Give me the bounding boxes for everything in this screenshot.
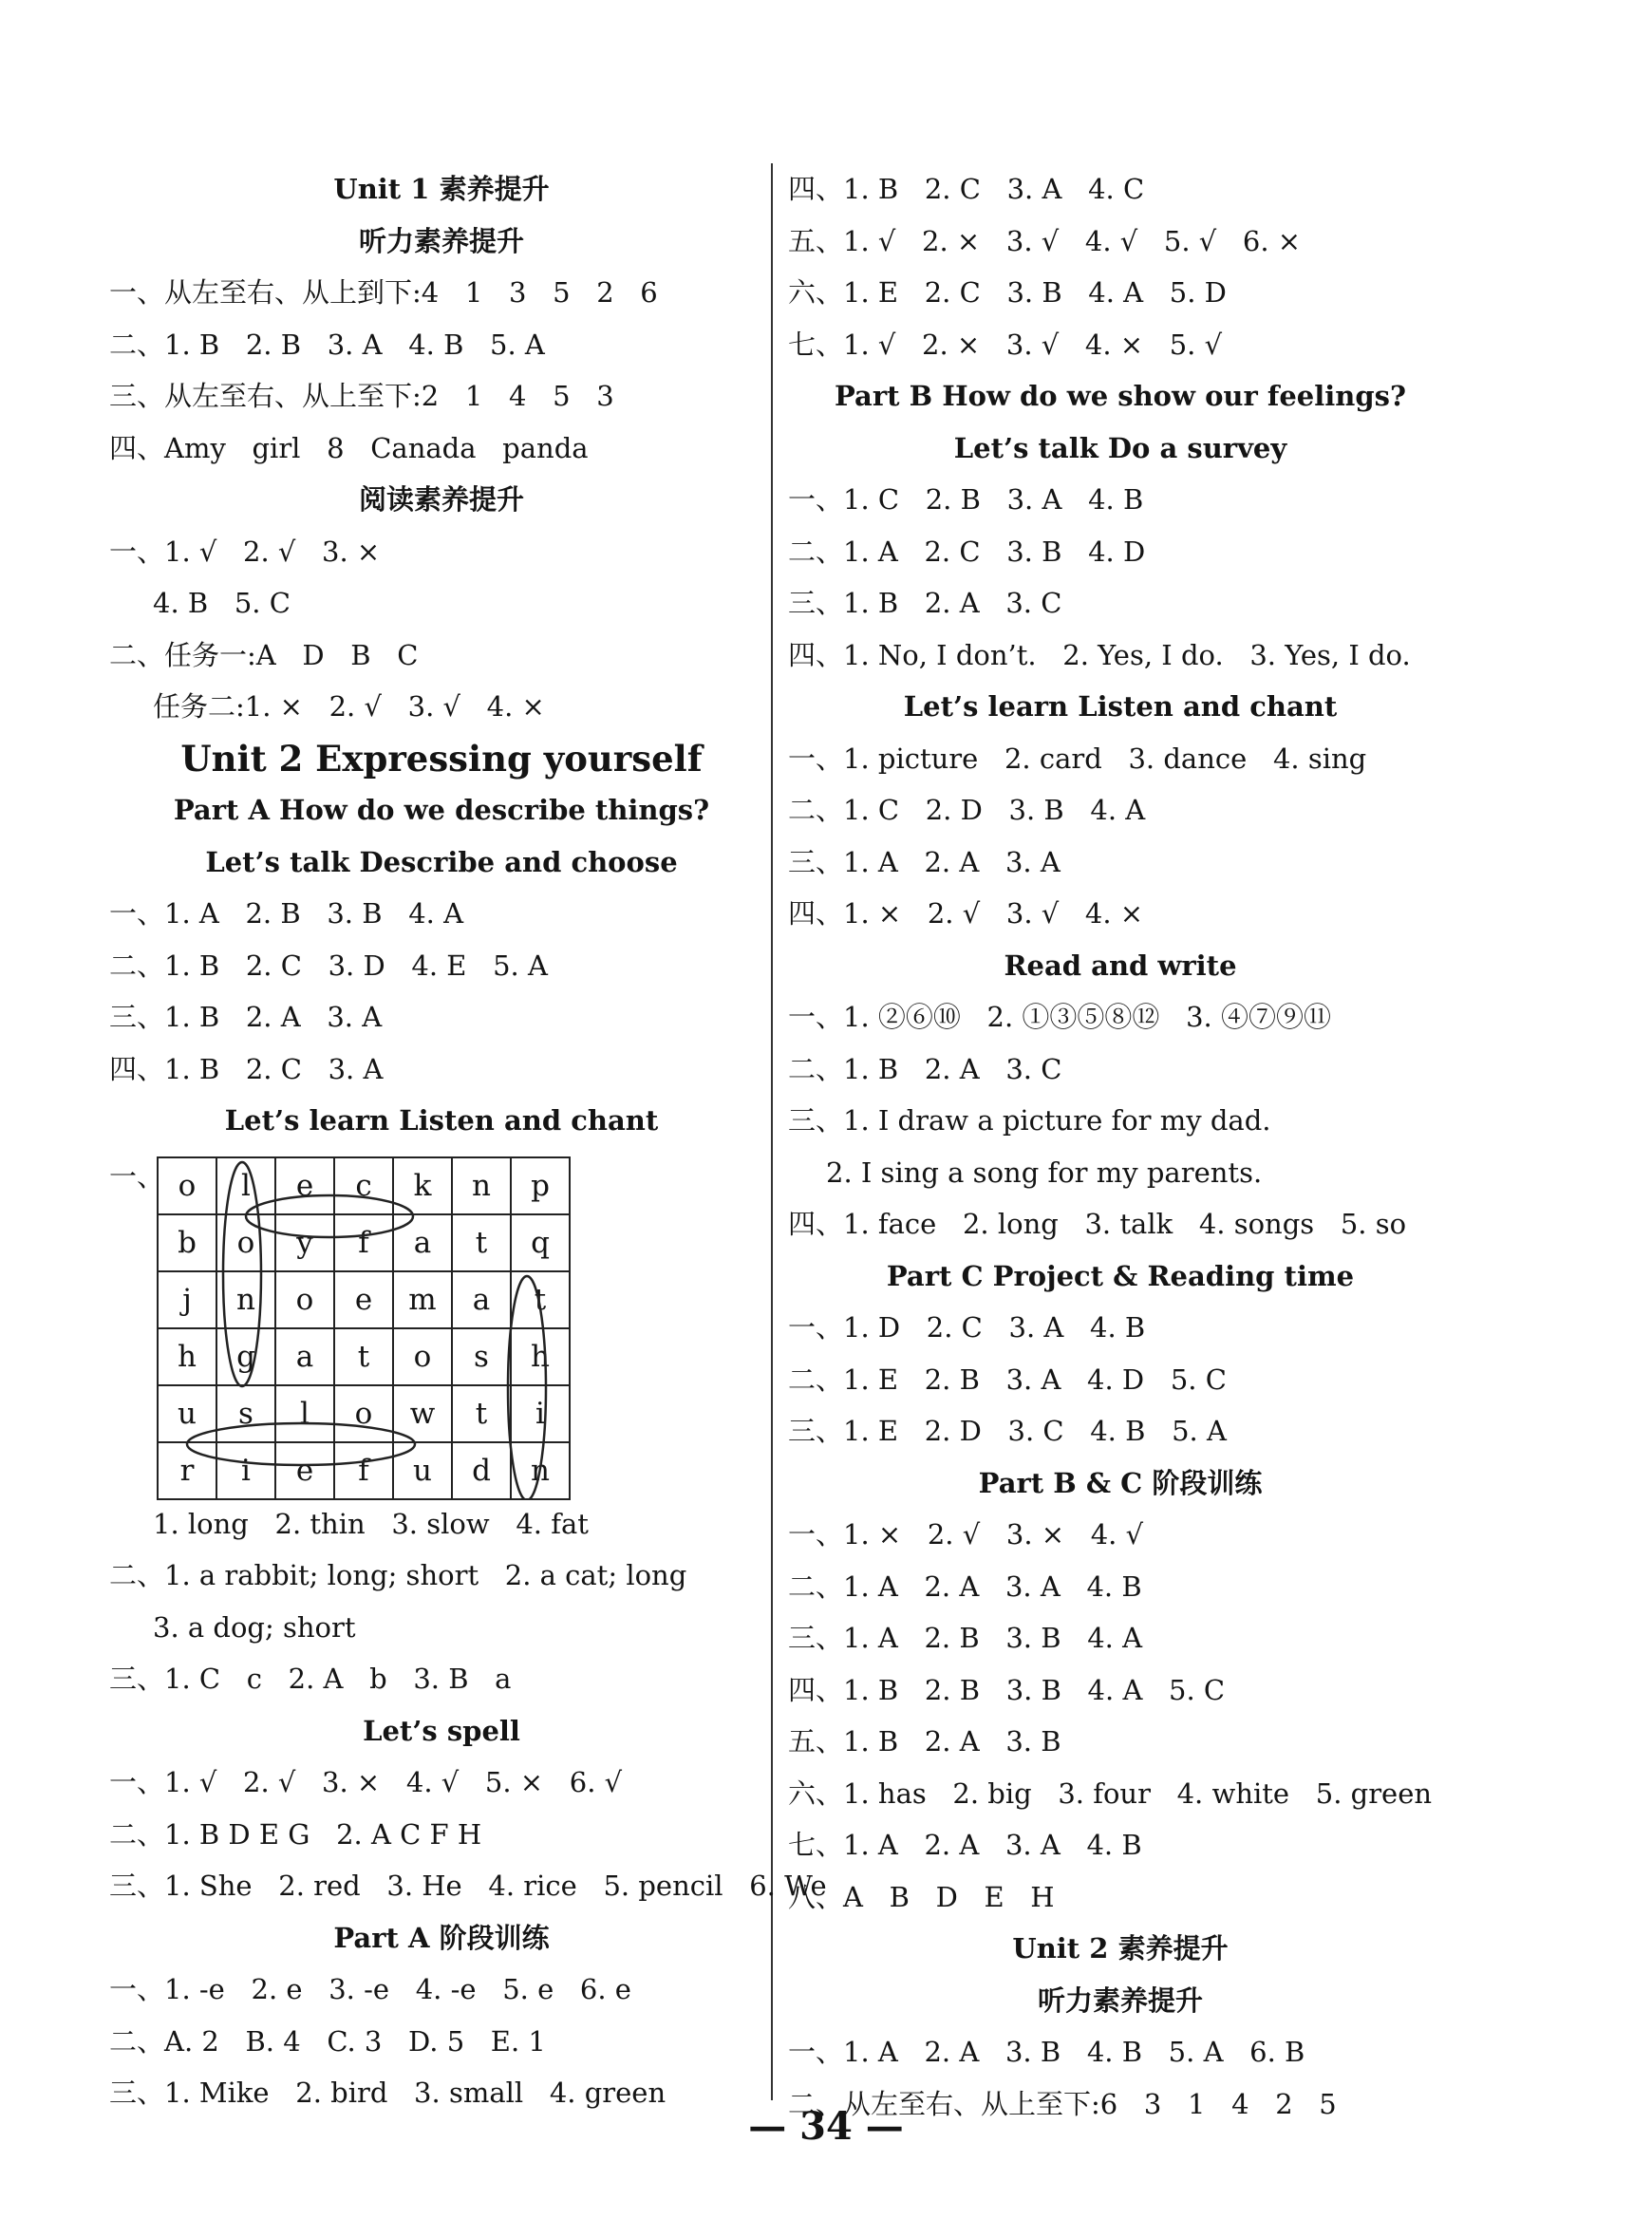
answer-line: 二、1. A 2. C 3. B 4. D <box>788 535 1146 568</box>
answer-line: 任务二:1. × 2. √ 3. √ 4. × <box>153 690 545 723</box>
answer-line: 六、1. has 2. big 3. four 4. white 5. green <box>788 1776 1433 1810</box>
grid-cell: s <box>216 1385 275 1442</box>
answer-line: 五、1. B 2. A 3. B <box>788 1725 1061 1758</box>
answer-line: 五、1. √ 2. × 3. √ 4. √ 5. √ 6. × <box>788 224 1302 257</box>
lets-spell-heading: Let’s spell <box>363 1714 520 1747</box>
answer-line: 三、从左至右、从上至下:2 1 4 5 3 <box>109 380 614 412</box>
answer-line: 二、1. C 2. D 3. B 4. A <box>788 794 1146 826</box>
listening-heading: 听力素养提升 <box>1037 1983 1203 2017</box>
grid-row <box>158 1271 570 1328</box>
answer-line: 一、1. √ 2. √ 3. × 4. √ 5. × 6. √ <box>109 1766 623 1798</box>
grid-cell: t <box>334 1328 393 1385</box>
answer-line: 二、从左至右、从上至下:6 3 1 4 2 5 <box>788 2087 1337 2120</box>
grid-cell: m <box>393 1271 452 1328</box>
answer-line: 六、1. E 2. C 3. B 4. A 5. D <box>788 276 1227 309</box>
grid-cell: r <box>158 1442 216 1499</box>
reading-heading: 阅读素养提升 <box>358 483 524 516</box>
answer-line: 三、1. Mike 2. bird 3. small 4. green <box>109 2077 666 2109</box>
grid-cell: g <box>216 1328 275 1385</box>
answer-line: 一、1. -e 2. e 3. -e 4. -e 5. e 6. e <box>109 1973 631 2005</box>
answer-line: 四、1. face 2. long 3. talk 4. songs 5. so <box>788 1208 1407 1240</box>
answer-line: 二、1. B 2. A 3. C <box>788 1052 1062 1085</box>
grid-cell: h <box>158 1328 216 1385</box>
answer-line: 三、1. A 2. A 3. A <box>788 845 1061 878</box>
grid-cell: b <box>158 1214 216 1271</box>
grid-cell: h <box>511 1328 570 1385</box>
grid-cell: j <box>158 1271 216 1328</box>
grid-cell: n <box>452 1157 511 1214</box>
answer-line: 七、1. A 2. A 3. A 4. B <box>788 1829 1142 1861</box>
part-a-heading: Part A How do we describe things? <box>173 794 710 826</box>
unit1-title: Unit 1 素养提升 <box>333 173 550 205</box>
word-search <box>109 1147 774 1498</box>
answer-line: 一、1. √ 2. √ 3. × <box>109 535 381 568</box>
answer-line: 一、1. D 2. C 3. A 4. B <box>788 1311 1146 1344</box>
grid-row <box>158 1442 570 1499</box>
grid-cell: l <box>275 1385 334 1442</box>
answer-line: 四、1. B 2. C 3. A <box>109 1052 384 1085</box>
answer-line: 1. long 2. thin 3. slow 4. fat <box>153 1507 589 1540</box>
left-column <box>109 163 827 2119</box>
grid-cell: a <box>452 1271 511 1328</box>
unit2-title: Unit 2 Expressing yourself <box>180 737 703 780</box>
grid-cell: s <box>452 1328 511 1385</box>
answer-line: 一、1. C 2. B 3. A 4. B <box>788 483 1144 516</box>
grid-cell: y <box>275 1214 334 1271</box>
answer-line: 三、1. I draw a picture for my dad. <box>788 1104 1271 1137</box>
part-b-heading: Part B How do we show our feelings? <box>835 380 1406 412</box>
grid-cell: t <box>452 1214 511 1271</box>
grid-cell: f <box>334 1214 393 1271</box>
grid-cell: e <box>275 1157 334 1214</box>
answer-line: 四、1. B 2. B 3. B 4. A 5. C <box>788 1673 1226 1706</box>
answer-line: 三、1. B 2. A 3. C <box>788 587 1062 619</box>
unit2-literacy-title: Unit 2 素养提升 <box>1012 1932 1229 1964</box>
page-number: — 34 — <box>748 2104 904 2149</box>
lets-talk-heading: Let’s talk Do a survey <box>953 431 1287 464</box>
answer-line: 二、任务一:A D B C <box>109 638 419 671</box>
grid-cell: k <box>393 1157 452 1214</box>
read-and-write-heading: Read and write <box>1004 949 1237 982</box>
grid-cell: u <box>158 1385 216 1442</box>
grid-cell: p <box>511 1157 570 1214</box>
answer-line: 二、1. a rabbit; long; short 2. a cat; long <box>109 1559 687 1591</box>
answer-line: 一、1. picture 2. card 3. dance 4. sing <box>788 742 1367 775</box>
answer-line: 二、1. A 2. A 3. A 4. B <box>788 1570 1142 1603</box>
grid-cell: o <box>216 1214 275 1271</box>
part-c-heading: Part C Project & Reading time <box>886 1259 1355 1292</box>
part-bc-training-heading: Part B & C 阶段训练 <box>978 1466 1263 1499</box>
answer-line: 二、1. B D E G 2. A C F H <box>109 1817 482 1851</box>
lets-learn-heading: Let’s learn Listen and chant <box>903 690 1338 723</box>
answer-line: 七、1. √ 2. × 3. √ 4. × 5. √ <box>788 328 1223 361</box>
grid-cell: q <box>511 1214 570 1271</box>
answer-line: 一、1. A 2. A 3. B 4. B 5. A 6. B <box>788 2036 1305 2068</box>
grid-row <box>158 1214 570 1271</box>
grid-cell: i <box>511 1385 570 1442</box>
grid-cell: c <box>334 1157 393 1214</box>
grid-cell: w <box>393 1385 452 1442</box>
answer-line: 二、A. 2 B. 4 C. 3 D. 5 E. 1 <box>109 2024 546 2058</box>
answer-line: 八、A B D E H <box>788 1880 1055 1913</box>
grid-cell: t <box>511 1271 570 1328</box>
answer-line: 三、1. E 2. D 3. C 4. B 5. A <box>788 1415 1227 1447</box>
answer-line: 3. a dog; short <box>153 1610 356 1644</box>
grid-cell: i <box>216 1442 275 1499</box>
grid-cell: n <box>511 1442 570 1499</box>
answer-line: 三、1. B 2. A 3. A <box>109 1001 383 1033</box>
answer-line: 4. B 5. C <box>153 587 291 619</box>
answer-line: 四、1. No, I don’t. 2. Yes, I do. 3. Yes, I do. <box>788 638 1411 671</box>
answer-line: 一、1. A 2. B 3. B 4. A <box>109 897 464 930</box>
answer-line: 四、Amy girl 8 Canada panda <box>109 431 589 464</box>
answer-line: 四、1. × 2. √ 3. √ 4. × <box>788 897 1144 930</box>
grid-row <box>158 1385 570 1442</box>
answer-line: 三、1. A 2. B 3. B 4. A <box>788 1622 1143 1654</box>
grid-cell: o <box>334 1385 393 1442</box>
grid-cell: a <box>393 1214 452 1271</box>
answer-line: 一、1. × 2. √ 3. × 4. √ <box>788 1518 1144 1551</box>
word-search-grid <box>157 1156 571 1500</box>
grid-cell: o <box>393 1328 452 1385</box>
lets-talk-heading: Let’s talk Describe and choose <box>205 845 678 878</box>
grid-cell: o <box>275 1271 334 1328</box>
answer-line: 一、1. ②⑥⑩ 2. ①③⑤⑧⑫ 3. ④⑦⑨⑪ <box>788 1001 1331 1033</box>
answer-line: 一、从左至右、从上到下:4 1 3 5 2 6 <box>109 276 658 309</box>
grid-cell: u <box>393 1442 452 1499</box>
answer-line: 二、1. E 2. B 3. A 4. D 5. C <box>788 1363 1227 1396</box>
grid-cell: t <box>452 1385 511 1442</box>
answer-line: 四、1. B 2. C 3. A 4. C <box>788 173 1145 205</box>
grid-cell: d <box>452 1442 511 1499</box>
grid-cell: o <box>158 1157 216 1214</box>
question-number: 一、 <box>109 1159 165 1193</box>
grid-cell: n <box>216 1271 275 1328</box>
answer-line: 2. I sing a song for my parents. <box>826 1156 1263 1189</box>
lets-learn-heading: Let’s learn Listen and chant <box>224 1104 659 1137</box>
right-column <box>788 163 1453 2130</box>
grid-cell: l <box>216 1157 275 1214</box>
grid-cell: e <box>334 1271 393 1328</box>
grid-cell: a <box>275 1328 334 1385</box>
answer-line: 三、1. C c 2. A b 3. B a <box>109 1663 512 1695</box>
grid-cell: e <box>275 1442 334 1499</box>
part-a-training-heading: Part A 阶段训练 <box>333 1921 550 1954</box>
listening-heading: 听力素养提升 <box>358 224 524 257</box>
answer-line: 二、1. B 2. B 3. A 4. B 5. A <box>109 328 545 361</box>
answer-line: 三、1. She 2. red 3. He 4. rice 5. pencil 6. We <box>109 1870 827 1902</box>
grid-cell: f <box>334 1442 393 1499</box>
grid-row <box>158 1157 570 1214</box>
answer-line: 二、1. B 2. C 3. D 4. E 5. A <box>109 949 548 982</box>
grid-row <box>158 1328 570 1385</box>
